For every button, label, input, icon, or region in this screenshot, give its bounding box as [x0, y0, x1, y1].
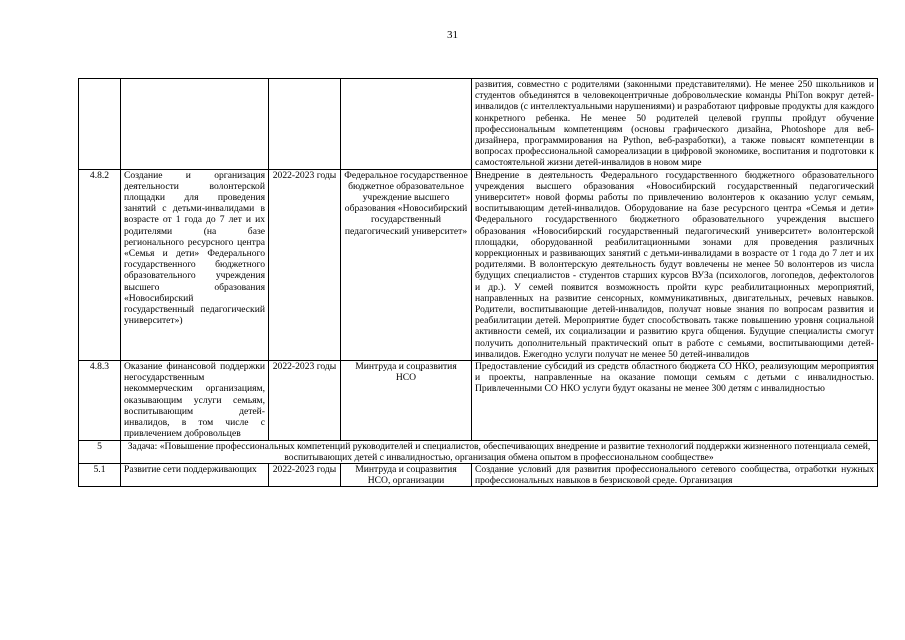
- executor: [341, 79, 472, 170]
- period: [269, 463, 341, 486]
- expected-result: Предоставление субсидий из средств областного бюджета СО НКО, реализующим мероприятия и проекты, направленные на оказание помощи семьям с детьми с инвалидностью. Привлеченными СО НКО услуги будут оказаны не менее 300 детям с инвалидностью: [472, 361, 878, 440]
- row-number: [79, 79, 121, 170]
- period: [269, 79, 341, 170]
- expected-result-text: Создание условий для развития профессионального сетевого сообщества, отработки нужных профессиональных навыков в безрисковой среде. Организация: [475, 463, 874, 486]
- task-row: [79, 440, 878, 463]
- measure-name: [121, 463, 269, 486]
- table-row: [79, 463, 878, 486]
- table-row: [79, 361, 878, 440]
- measure-name: Оказание финансовой поддержки негосударственным некоммерческим организациям, оказывающим услуги семьям, воспитывающим детей-инвалидов, в том числе с привлечением добровольцев: [121, 361, 269, 440]
- task-text: Задача: «Повышение профессиональных компетенций руководителей и специалистов, обеспечивающих внедрение и развитие технологий поддержки жизненного потенциала семей, воспитывающих детей с инвалидностью, организация обмена опытом в профессиональном сообществе»: [121, 440, 878, 463]
- executor: Федеральное государственное бюджетное образовательное учреждение высшего образования «Новосибирский государственный педагогический университет»: [341, 169, 472, 360]
- period: 2022-2023 годы: [269, 169, 341, 360]
- period-text: 2022-2023 годы: [272, 463, 337, 475]
- table-row: [79, 169, 878, 360]
- row-number: 5.1: [79, 463, 121, 486]
- expected-result: Внедрение в деятельность Федерального государственного бюджетного образовательного учреждения высшего образования «Новосибирский государственный педагогический университет» новой формы работы по привлечению волонтеров к оказанию услуг семьям, воспитывающим детей-инвалидов. Оборудование на базе ресурсного центра «Семья и дети» Федерального государственного бюджетного образовательного учреждения высшего образования «Новосибирский государственный педагогический университет» волонтерской площадки, оборудованной реабилитационными зонами для проведения различных коррекционных и развивающих занятий с детьми-инвалидами в возрасте от 1 года до 7 лет и их родителями. В волонтерскую деятельность будут вовлечены не менее 50 волонтеров из числа будущих специалистов - студентов старших курсов ВУЗа (психологов, логопедов, дефектологов и др.). У семей появится возможность пройти курс реабилитационных мероприятий, направленных на развитие сенсорных, коммуникативных, двигательных, речевых навыков. Родители, воспитывающие детей-инвалидов, получат новые знания по вопросам развития и реабилитации детей. Мероприятие будет способствовать также повышению уровня социальной активности семей, их социализации и развитию круга общения. Будущие специалисты смогут получить дополнительный практический опыт в работе с семьями, воспитывающими детей-инвалидов. Ежегодно услуги получат не менее 50 детей-инвалидов: [472, 169, 878, 360]
- table-row: [79, 79, 878, 170]
- period: 2022-2023 годы: [269, 361, 341, 440]
- executor: [341, 463, 472, 486]
- measures-table: [78, 78, 878, 487]
- row-number: 4.8.2: [79, 169, 121, 360]
- task-number: 5: [79, 440, 121, 463]
- expected-result: [472, 463, 878, 486]
- page-number: 31: [447, 29, 458, 41]
- executor: Минтруда и соцразвития НСО: [341, 361, 472, 440]
- executor-text: Минтруда и соцразвития НСО, организации: [355, 463, 457, 486]
- row-number: 4.8.3: [79, 361, 121, 440]
- measure-name: [121, 79, 269, 170]
- measure-name: Создание и организация деятельности волонтерской площадки для проведения занятий с детьми-инвалидами в возрасте от 1 года до 7 лет и их родителями (на базе регионального ресурсного центра «Семья и дети» Федерального государственного бюджетного образовательного учреждения высшего образования «Новосибирский государственный педагогический университет»): [121, 169, 269, 360]
- expected-result: развития, совместно с родителями (законными представителями). Не менее 250 школьников и студентов объединятся в человекоцентричные добровольческие команды PhiTon вокруг детей-инвалидов (с интеллектуальными нарушениями) и разработают цифровые продукты для каждого конкретного ребенка. Не менее 50 родителей целевой группы пройдут обучение профессиональным компетенциям (основы графического дизайна, Photoshope для веб-дизайнера, программирования на Python, веб-разработки), а также повысят компетенции в вопросах профессиональной самореализации в цифровой экономике, воспитания и подготовки к самостоятельной жизни детей-инвалидов в новом мире: [472, 79, 878, 170]
- measure-name-text: Развитие сети поддерживающих: [124, 463, 257, 475]
